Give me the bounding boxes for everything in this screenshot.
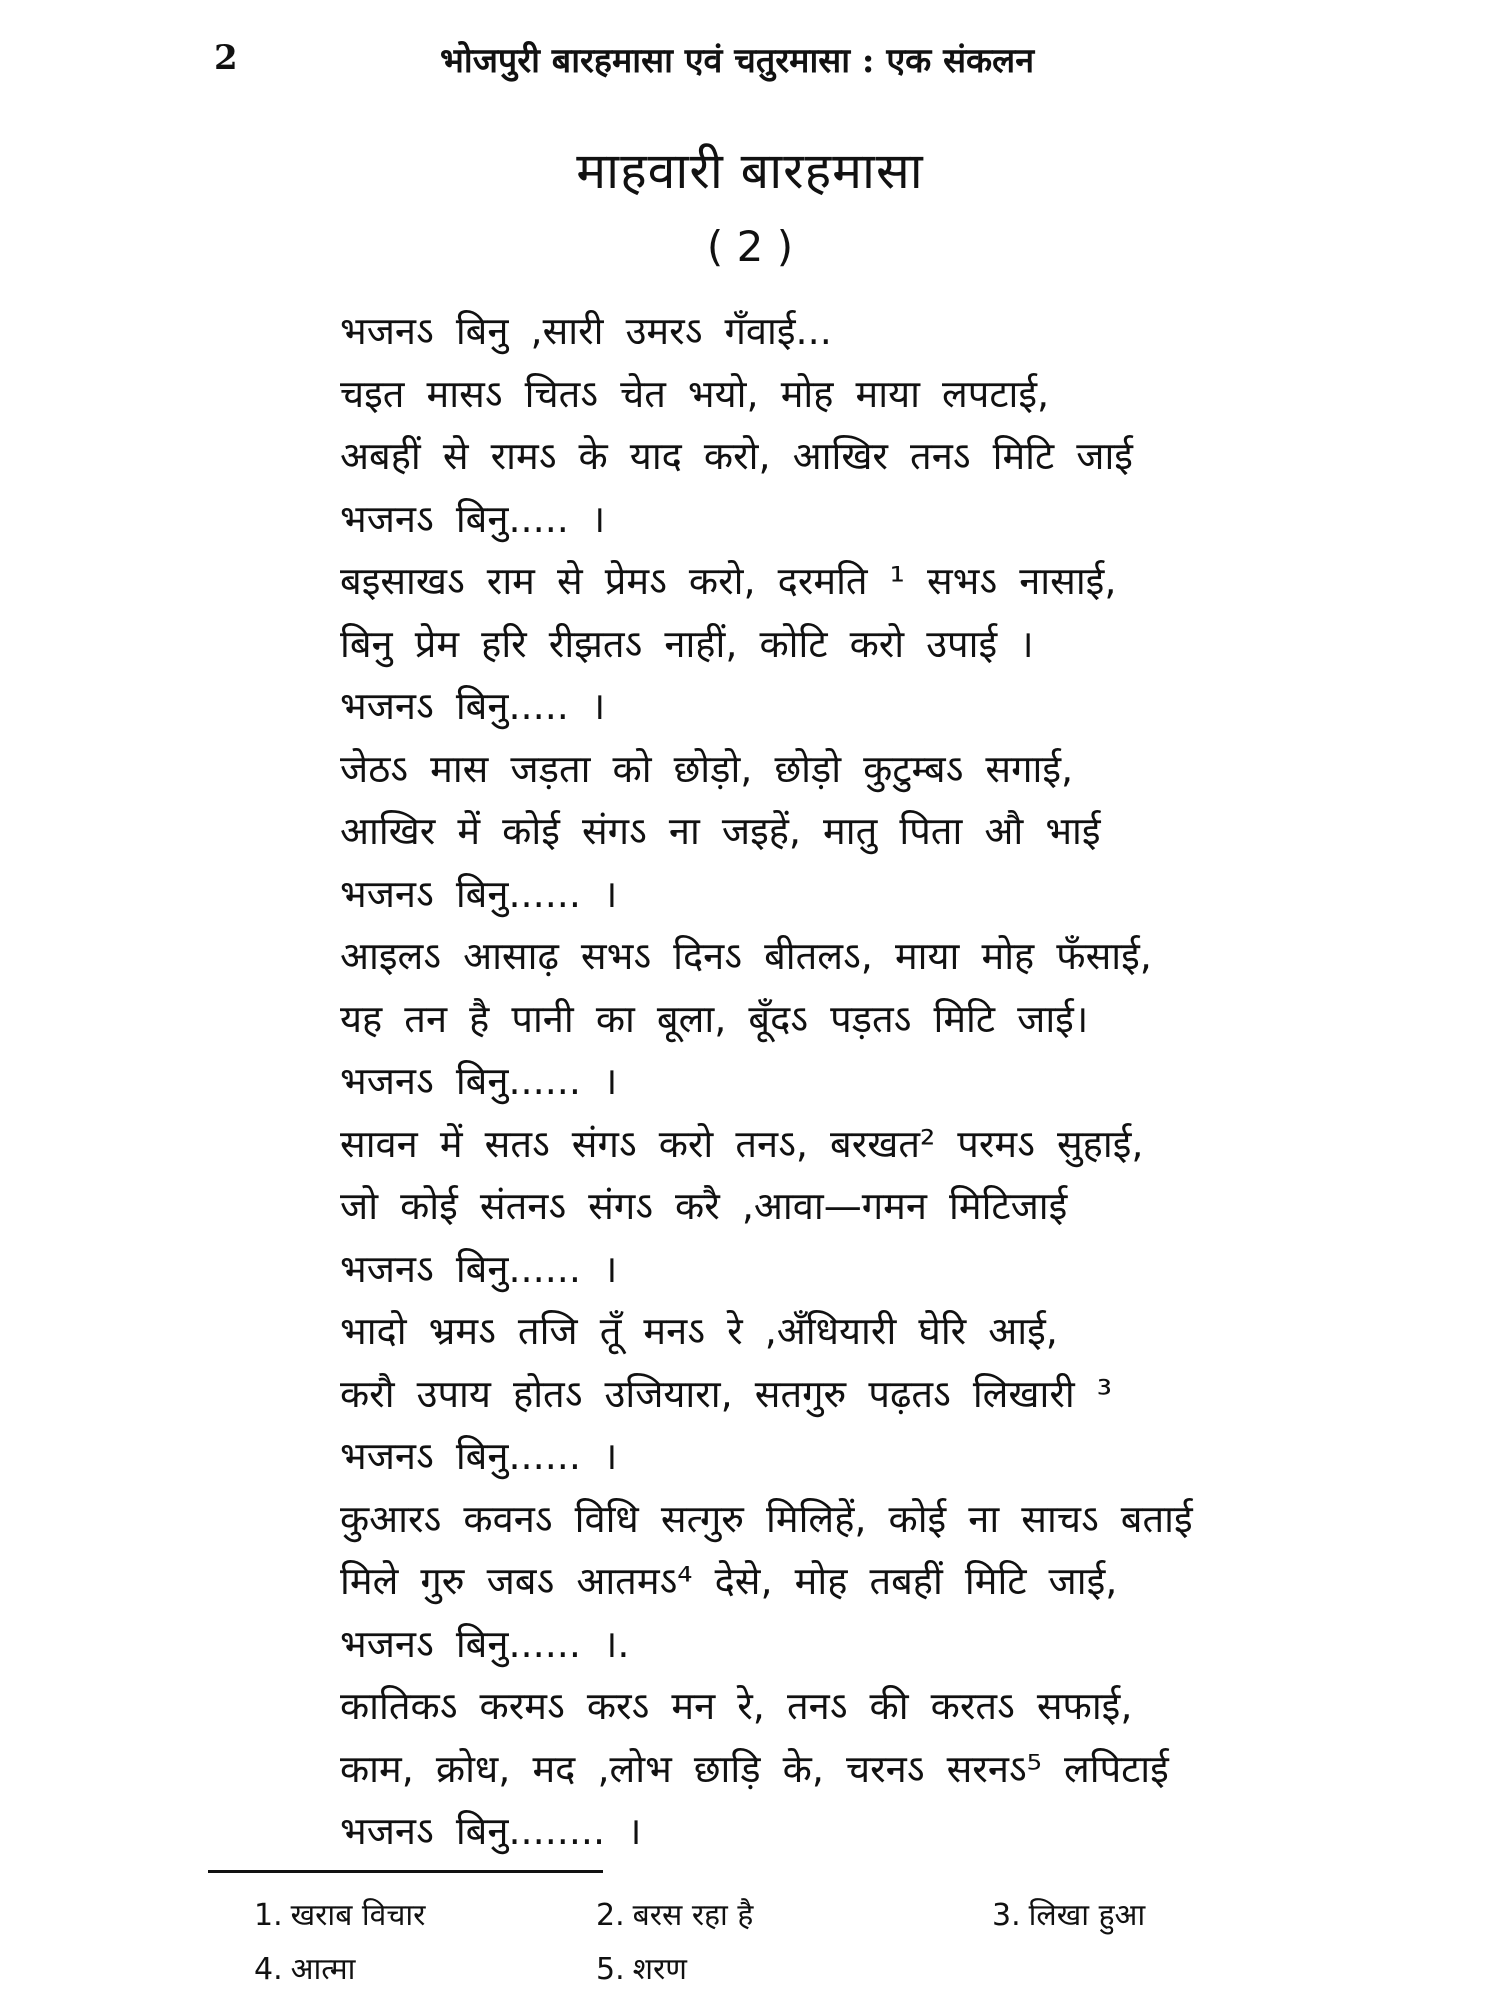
poem-line: जेठऽ मास जड़ता को छोड़ो, छोड़ो कुटुम्बऽ सगाई, — [340, 746, 1074, 791]
poem-line: करौ उपाय होतऽ उजियारा, सतगुरु पढ़तऽ लिखारी ³ — [340, 1371, 1113, 1416]
footnote-number: 4. — [254, 1952, 283, 1987]
poem-line: भजनऽ बिनु...... । — [340, 1246, 618, 1291]
page-number: 2 — [214, 38, 238, 78]
poem-line: भजनऽ बिनु...... । — [340, 871, 618, 916]
page-subtitle: ( 2 ) — [706, 222, 794, 271]
footnote-number: 2. — [596, 1898, 625, 1933]
poem-line: भजनऽ बिनु...... । — [340, 1059, 618, 1103]
poem-line: जो कोई संतनऽ संगऽ करै ,आवा—गमन मिटिजाई — [340, 1184, 1068, 1228]
poem-line: काम, क्रोध, मद ,लोभ छाड़ि के, चरनऽ सरनऽ⁵ लपिटाई — [340, 1746, 1169, 1791]
footnote-number: 5. — [596, 1952, 625, 1987]
footnote-divider — [208, 1870, 603, 1873]
footnote — [254, 1947, 355, 1988]
poem-line: सावन में सतऽ संगऽ करो तनऽ, बरखत² परमऽ सुहाई, — [340, 1121, 1144, 1166]
footnote — [596, 1947, 687, 1988]
footnote — [596, 1893, 753, 1934]
footnote — [254, 1893, 425, 1934]
page-title: माहवारी बारहमासा — [576, 142, 924, 200]
poem-line: आइलऽ आसाढ़ सभऽ दिनऽ बीतलऽ, माया मोह फँसाई, — [340, 934, 1152, 978]
poem-line: अबहीं से रामऽ के याद करो, आखिर तनऽ मिटि जाई — [340, 434, 1133, 478]
footnote-number: 3. — [992, 1898, 1021, 1933]
poem-line: भजनऽ बिनु...... । — [340, 1434, 618, 1478]
footnote-number: 1. — [254, 1898, 283, 1933]
poem-line: बिनु प्रेम हरि रीझतऽ नाहीं, कोटि करो उपाई । — [340, 621, 1034, 666]
poem-line: भजनऽ बिनु...... ।. — [340, 1621, 630, 1666]
footnote-text: बरस रहा है — [632, 1898, 754, 1933]
poem-line: चइत मासऽ चितऽ चेत भयो, मोह माया लपटाई, — [340, 371, 1050, 416]
poem-line: भजनऽ बिनु..... । — [340, 684, 606, 728]
poem-line: यह तन है पानी का बूला, बूँदऽ पड़तऽ मिटि जाई। — [340, 996, 1089, 1041]
poem-line: कातिकऽ करमऽ करऽ मन रे, तनऽ की करतऽ सफाई, — [340, 1684, 1133, 1728]
poem-line: भादो भ्रमऽ तजि तूँ मनऽ रे ,अँधियारी घेरि आई, — [340, 1309, 1058, 1353]
footnote-text: लिखा हुआ — [1028, 1898, 1146, 1933]
poem-line: बइसाखऽ राम से प्रेमऽ करो, दरमति ¹ सभऽ नासाई, — [340, 559, 1117, 603]
footnote-text: शरण — [632, 1952, 687, 1987]
poem — [340, 300, 1340, 1863]
poem-line: भजनऽ बिनु........ । — [340, 1809, 642, 1853]
footnote — [992, 1893, 1145, 1934]
poem-line: मिले गुरु जबऽ आतमऽ⁴ देसे, मोह तबहीं मिटि जाई, — [340, 1559, 1118, 1603]
poem-line: भजनऽ बिनु..... । — [340, 496, 606, 541]
footnote-text: खराब विचार — [290, 1898, 426, 1933]
footnote-text: आत्मा — [290, 1952, 356, 1987]
running-header: भोजपुरी बारहमासा एवं चतुरमासा : एक संकलन — [440, 41, 1035, 81]
poem-line: कुआरऽ कवनऽ विधि सत्गुरु मिलिहें, कोई ना साचऽ बताई — [340, 1496, 1193, 1541]
poem-line: भजनऽ बिनु ,सारी उमरऽ गँवाई... — [340, 309, 832, 353]
poem-line: आखिर में कोई संगऽ ना जइहें, मातु पिता औ भाई — [340, 809, 1101, 853]
